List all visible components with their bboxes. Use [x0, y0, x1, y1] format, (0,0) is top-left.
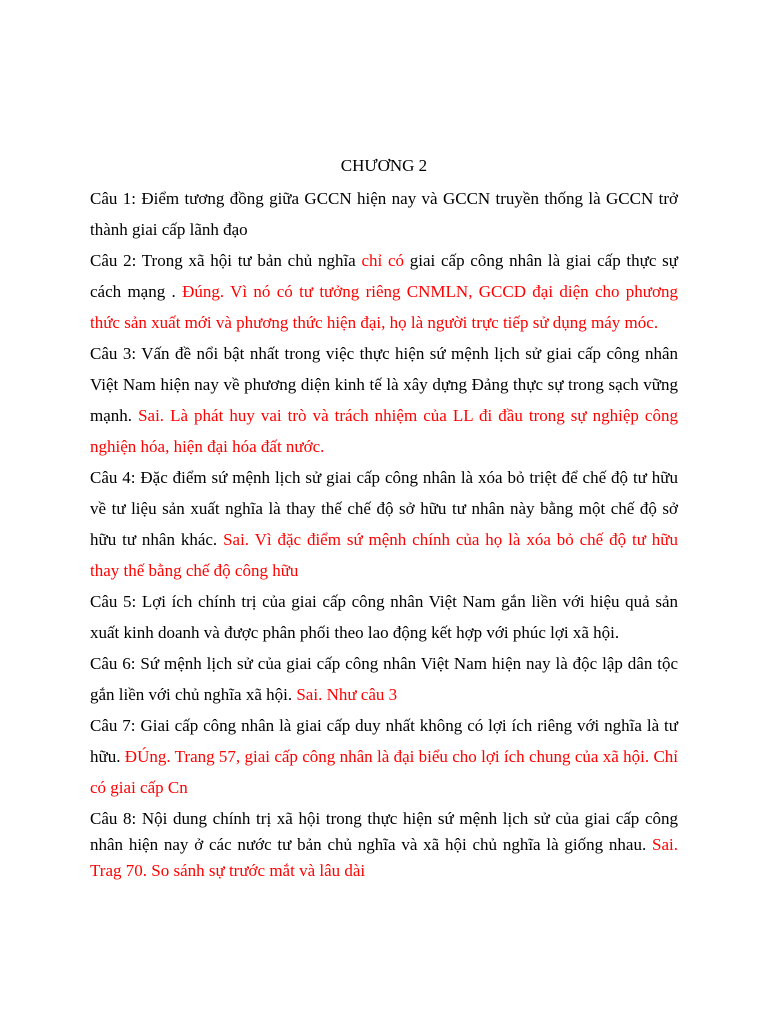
question-2: [90, 245, 678, 338]
question-2-emphasis: chỉ có: [361, 251, 405, 270]
question-5-text: Câu 5: Lợi ích chính trị của giai cấp công nhân Việt Nam gắn liền với hiệu quả sản xuất kinh doanh và được phân phối theo lao động kết hợp với phúc lợi xã hội.: [90, 592, 678, 642]
question-3: [90, 338, 678, 462]
question-7-answer: ĐÚng. Trang 57, giai cấp công nhân là đại biểu cho lợi ích chung của xã hội. Chỉ có giai cấp Cn: [90, 747, 679, 797]
question-2-answer: Đúng. Vì nó có tư tưởng riêng CNMLN, GCCD đại diện cho phương thức sản xuất mới và phương thức hiện đại, họ là người trực tiếp sử dụng máy móc.: [90, 282, 679, 332]
question-2-text-cont: giai cấp công nhân là giai cấp thực sự cách mạng .: [90, 251, 678, 301]
question-8: [90, 806, 678, 884]
question-2-text: Câu 2: Trong xã hội tư bản chủ nghĩa: [90, 251, 362, 270]
question-1-text: Câu 1: Điểm tương đồng giữa GCCN hiện nay và GCCN truyền thống là GCCN trở thành giai cấp lãnh đạo: [90, 189, 678, 239]
question-1: [90, 183, 678, 245]
question-5: [90, 586, 678, 648]
question-8-answer: Sai. Trag 70. So sánh sự trước mắt và lâu dài: [90, 835, 678, 880]
question-7-text: Câu 7: Giai cấp công nhân là giai cấp duy nhất không có lợi ích riêng với nghĩa là tư hữu.: [90, 716, 678, 766]
question-6-text: Câu 6: Sứ mệnh lịch sử của giai cấp công nhân Việt Nam hiện nay là độc lập dân tộc gắn liền với chủ nghĩa xã hội.: [90, 654, 678, 704]
question-3-text: Câu 3: Vấn đề nổi bật nhất trong việc thực hiện sứ mệnh lịch sử giai cấp công nhân Việt Nam hiện nay về phương diện kinh tế là xây dựng Đảng thực sự trong sạch vững mạnh.: [90, 344, 678, 425]
question-4-answer: Sai. Vì đặc điểm sứ mệnh chính của họ là xóa bỏ chế độ tư hữu thay thế bằng chế độ công hữu: [90, 530, 678, 580]
question-4: [90, 462, 678, 586]
question-8-text: Câu 8: Nội dung chính trị xã hội trong thực hiện sứ mệnh lịch sử của giai cấp công nhân hiện nay ở các nước tư bản chủ nghĩa và xã hội chủ nghĩa là giống nhau.: [90, 809, 678, 854]
question-3-answer: Sai. Là phát huy vai trò và trách nhiệm của LL đi đầu trong sự nghiệp công nghiện hóa, hiện đại hóa đất nước.: [90, 406, 678, 456]
chapter-title: CHƯƠNG 2: [340, 156, 428, 175]
question-7: [90, 710, 678, 803]
document-page: [90, 152, 678, 884]
question-6: [90, 648, 678, 710]
question-6-answer: Sai. Như câu 3: [296, 685, 398, 704]
question-4-text: Câu 4: Đặc điểm sứ mệnh lịch sử giai cấp công nhân là xóa bỏ triệt để chế độ tư hữu về tư liệu sản xuất nghĩa là thay thế chế độ sở hữu tư nhân này bằng một chế độ sở hữu tư nhân khác.: [90, 468, 678, 549]
